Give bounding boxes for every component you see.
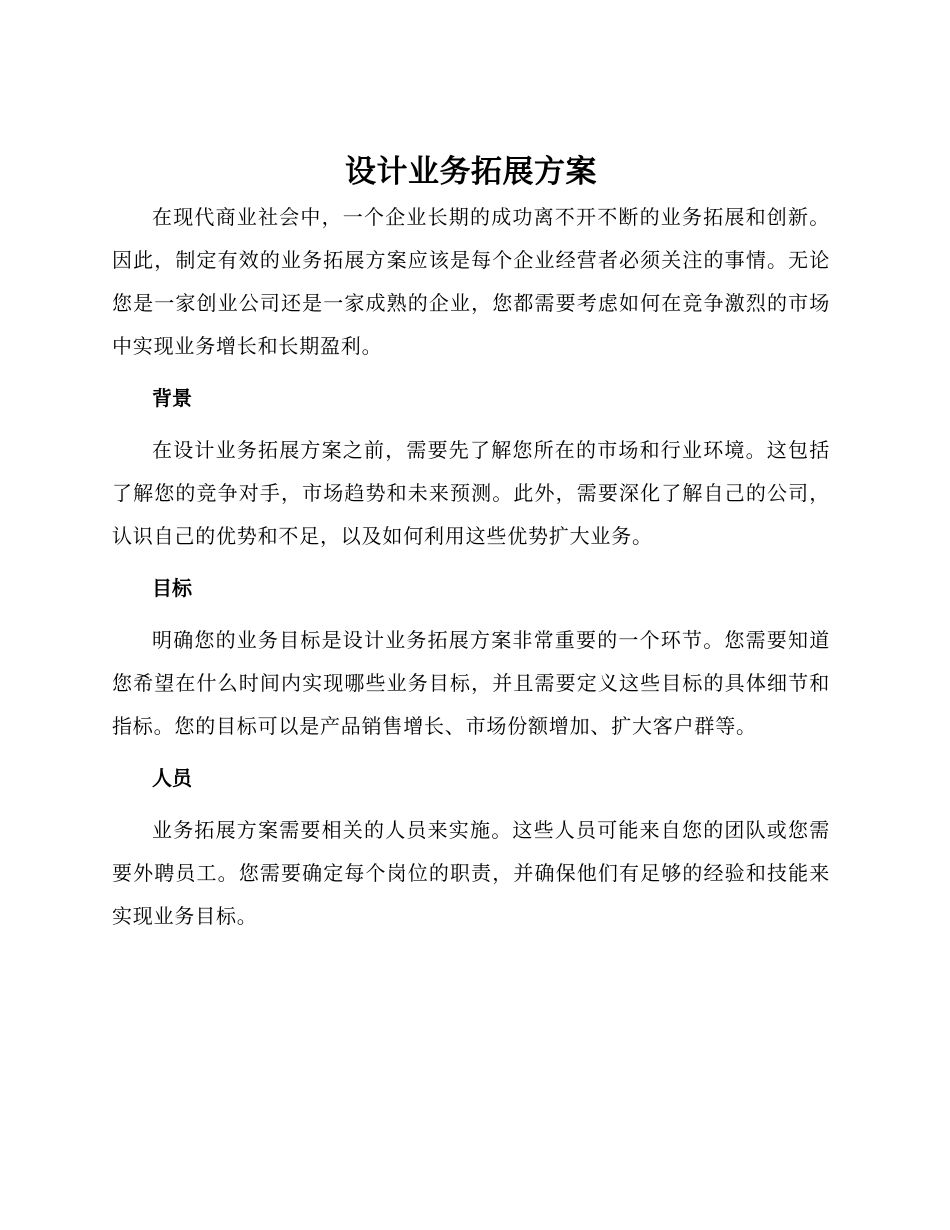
section-heading-goals: 目标 <box>152 576 192 600</box>
section-body-background: 在设计业务拓展方案之前，需要先了解您所在的市场和行业环境。这包括了解您的竞争对手，市场趋势和未来预测。此外，需要深化了解自己的公司，认识自己的优势和不足，以及如何利用这些优势扩大业务。 <box>112 438 830 548</box>
section-heading-background: 背景 <box>152 386 192 410</box>
section-body-goals: 明确您的业务目标是设计业务拓展方案非常重要的一个环节。您需要知道您希望在什么时间内实现哪些业务目标，并且需要定义这些目标的具体细节和指标。您的目标可以是产品销售增长、市场份额增加、扩大客户群等。 <box>112 628 830 738</box>
section-heading-personnel: 人员 <box>152 766 192 790</box>
section-body-personnel: 业务拓展方案需要相关的人员来实施。这些人员可能来自您的团队或您需要外聘员工。您需要确定每个岗位的职责，并确保他们有足够的经验和技能来实现业务目标。 <box>112 818 830 928</box>
intro-paragraph: 在现代商业社会中，一个企业长期的成功离不开不断的业务拓展和创新。因此，制定有效的业务拓展方案应该是每个企业经营者必须关注的事情。无论您是一家创业公司还是一家成熟的企业，您都需要考虑如何在竞争激烈的市场中实现业务增长和长期盈利。 <box>112 205 830 358</box>
document-page <box>112 148 830 938</box>
document-title: 设计业务拓展方案 <box>345 154 597 190</box>
